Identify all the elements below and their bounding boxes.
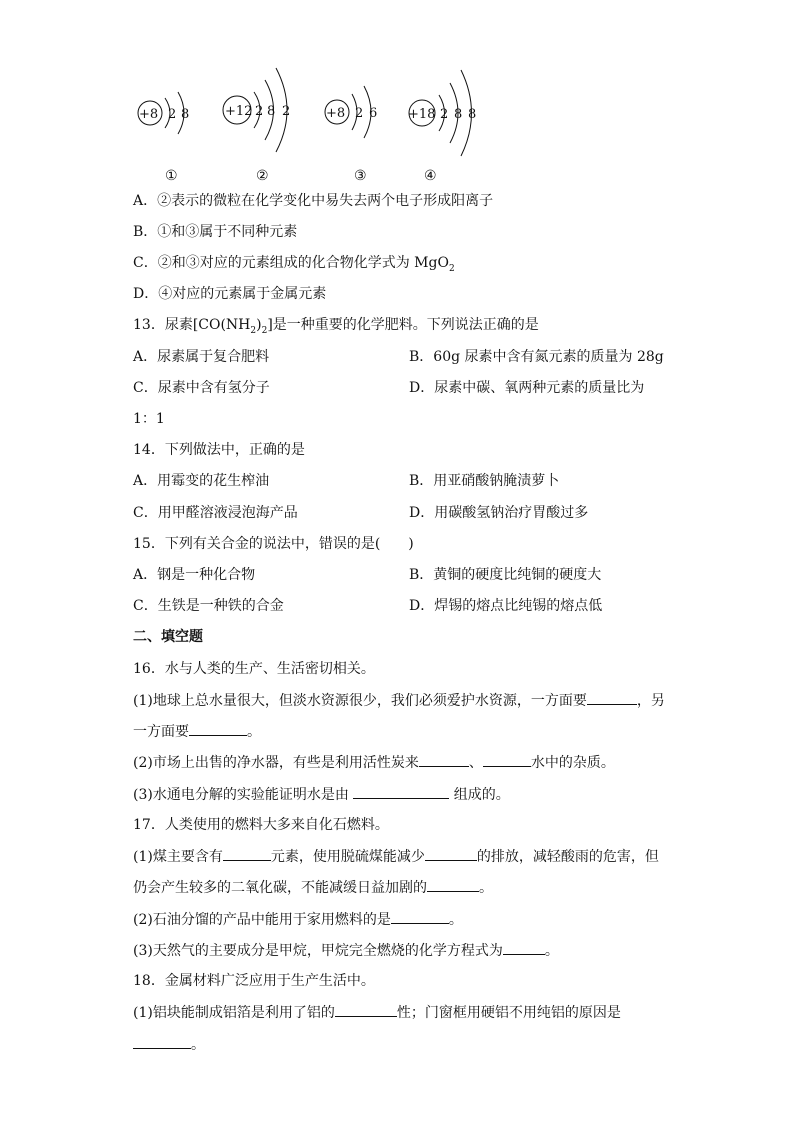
q16-part-1-continued — [133, 721, 261, 742]
q16-part-1-text: 一方面要 — [133, 724, 189, 740]
q17-part-1-text: 的排放，减轻酸雨的危害，但 — [476, 849, 659, 865]
q18-part-1-text: 性；门窗框用硬铝不用纯铝的原因是 — [396, 1005, 621, 1021]
q16-part-1 — [133, 690, 665, 711]
q12-option-b: B．①和③属于不同种元素 — [133, 224, 298, 240]
answer-blank[interactable] — [425, 846, 477, 861]
atom-1-shell-2: 8 — [181, 107, 190, 122]
q16-stem: 16．水与人类的生产、生活密切相关。 — [133, 661, 375, 677]
q13-option-d-continued: 1：1 — [133, 411, 165, 427]
q12-option-c-subscript: 2 — [448, 263, 455, 274]
answer-blank[interactable] — [335, 1002, 397, 1017]
q13-option-d: D．尿素中碳、氧两种元素的质量比为 — [409, 380, 645, 396]
q17-part-1-text: 仍会产生较多的二氧化碳，不能减缓日益加剧的 — [133, 880, 427, 896]
q15-stem: 15．下列有关合金的说法中，错误的是( ) — [133, 536, 414, 552]
answer-blank[interactable] — [587, 690, 637, 705]
q18-part-1-continued — [133, 1034, 205, 1055]
atom-2-nucleus: +12 — [225, 104, 253, 119]
q18-part-1 — [133, 1002, 621, 1023]
atom-1-label: ① — [165, 168, 178, 184]
q14-stem: 14．下列做法中，正确的是 — [133, 442, 305, 458]
q14-option-c: C．用甲醛溶液浸泡海产品 — [133, 505, 298, 521]
q13-stem-part: ) — [256, 317, 262, 333]
q17-part-1 — [133, 846, 659, 867]
q16-part-3-text: 组成的。 — [449, 787, 510, 803]
atom-4-shell-1: 2 — [440, 107, 449, 122]
q13-option-a: A．尿素属于复合肥料 — [133, 349, 270, 365]
q13-stem-part: ]是一种重要的化学肥料。下列说法正确的是 — [267, 317, 539, 333]
q17-part-1-text: 元素，使用脱硫煤能减少 — [270, 849, 425, 865]
answer-blank[interactable] — [223, 846, 271, 861]
q15-option-d: D．焊锡的熔点比纯锡的熔点低 — [409, 598, 603, 614]
atom-4-nucleus: +18 — [408, 107, 436, 122]
q16-part-1-text: 。 — [247, 724, 261, 740]
q12-option-a: A．②表示的微粒在化学变化中易失去两个电子形成阳离子 — [133, 193, 494, 209]
q14-option-b: B．用亚硝酸钠腌渍萝卜 — [409, 473, 560, 489]
q17-part-1-text: (1)煤主要含有 — [133, 849, 223, 865]
atom-2-shell-2: 8 — [267, 104, 276, 119]
atom-4-label: ④ — [424, 168, 437, 184]
q17-part-3-text: (3)天然气的主要成分是甲烷，甲烷完全燃烧的化学方程式为 — [133, 943, 503, 959]
q14-option-a: A．用霉变的花生榨油 — [133, 473, 270, 489]
q16-part-3-text: (3)水通电分解的实验能证明水是由 — [133, 787, 354, 803]
q16-part-2-text: 水中的杂质。 — [530, 755, 615, 771]
answer-blank[interactable] — [133, 1034, 191, 1049]
q13-option-c: C．尿素中含有氢分子 — [133, 380, 270, 396]
q18-part-1-text: 。 — [191, 1037, 205, 1053]
q15-option-a: A．钢是一种化合物 — [133, 567, 256, 583]
answer-blank[interactable] — [419, 752, 469, 767]
atom-1-nucleus: +8 — [139, 107, 159, 122]
q17-part-2-text: (2)石油分馏的产品中能用于家用燃料的是 — [133, 912, 391, 928]
atom-2-shell-3: 2 — [282, 104, 291, 119]
q17-part-1-text: 。 — [479, 880, 493, 896]
q15-option-b: B．黄铜的硬度比纯铜的硬度大 — [409, 567, 602, 583]
q16-part-2 — [133, 752, 615, 773]
answer-blank[interactable] — [483, 752, 531, 767]
answer-blank[interactable] — [189, 721, 247, 736]
atom-4-shell-3: 8 — [468, 107, 477, 122]
atom-3-nucleus: +8 — [326, 106, 346, 121]
q13-stem-subscript: 2 — [261, 325, 268, 336]
q17-part-2-text: 。 — [448, 912, 463, 928]
answer-blank[interactable] — [391, 909, 449, 924]
q12-option-c — [133, 253, 455, 279]
q16-part-1-text: ，另 — [636, 693, 665, 709]
q17-part-3-text: 。 — [544, 943, 559, 959]
answer-blank[interactable] — [503, 940, 545, 955]
q13-stem — [133, 315, 539, 341]
q17-part-2 — [133, 909, 463, 930]
atom-3-shell-2: 6 — [369, 106, 378, 121]
atom-3-label: ③ — [354, 168, 367, 184]
atom-4-shell-2: 8 — [454, 107, 463, 122]
q17-part-1-continued — [133, 877, 493, 898]
q18-stem: 18．金属材料广泛应用于生产生活中。 — [133, 973, 375, 989]
q13-option-b: B．60g 尿素中含有氮元素的质量为 28g — [409, 349, 664, 365]
atom-structure-diagrams — [0, 0, 794, 170]
atom-2-label: ② — [256, 168, 269, 184]
atom-2-shell-1: 2 — [255, 104, 264, 119]
q12-option-d: D．④对应的元素属于金属元素 — [133, 286, 327, 302]
q17-stem: 17．人类使用的燃料大多来自化石燃料。 — [133, 817, 389, 833]
q14-option-d: D．用碳酸氢钠治疗胃酸过多 — [409, 505, 589, 521]
q13-stem-subscript: 2 — [250, 325, 257, 336]
section-heading: 二、填空题 — [133, 629, 203, 645]
answer-blank[interactable] — [427, 877, 479, 892]
answer-blank[interactable] — [353, 784, 449, 799]
q17-part-3 — [133, 940, 559, 961]
q16-part-2-text: (2)市场上出售的净水器，有些是利用活性炭来 — [133, 755, 419, 771]
q18-part-1-text: (1)铝块能制成铝箔是利用了铝的 — [133, 1005, 335, 1021]
q15-option-c: C．生铁是一种铁的合金 — [133, 598, 284, 614]
q13-stem-part: 13．尿素[CO(NH — [133, 317, 251, 333]
q16-part-3 — [133, 784, 510, 805]
q12-option-c-text: C．②和③对应的元素组成的化合物化学式为 MgO — [133, 255, 449, 271]
atom-3-shell-1: 2 — [355, 106, 364, 121]
q16-part-1-text: (1)地球上总水量很大，但淡水资源很少，我们必须爱护水资源，一方面要 — [133, 693, 587, 709]
q16-part-2-text: 、 — [468, 755, 483, 771]
atom-1-shell-1: 2 — [168, 107, 177, 122]
